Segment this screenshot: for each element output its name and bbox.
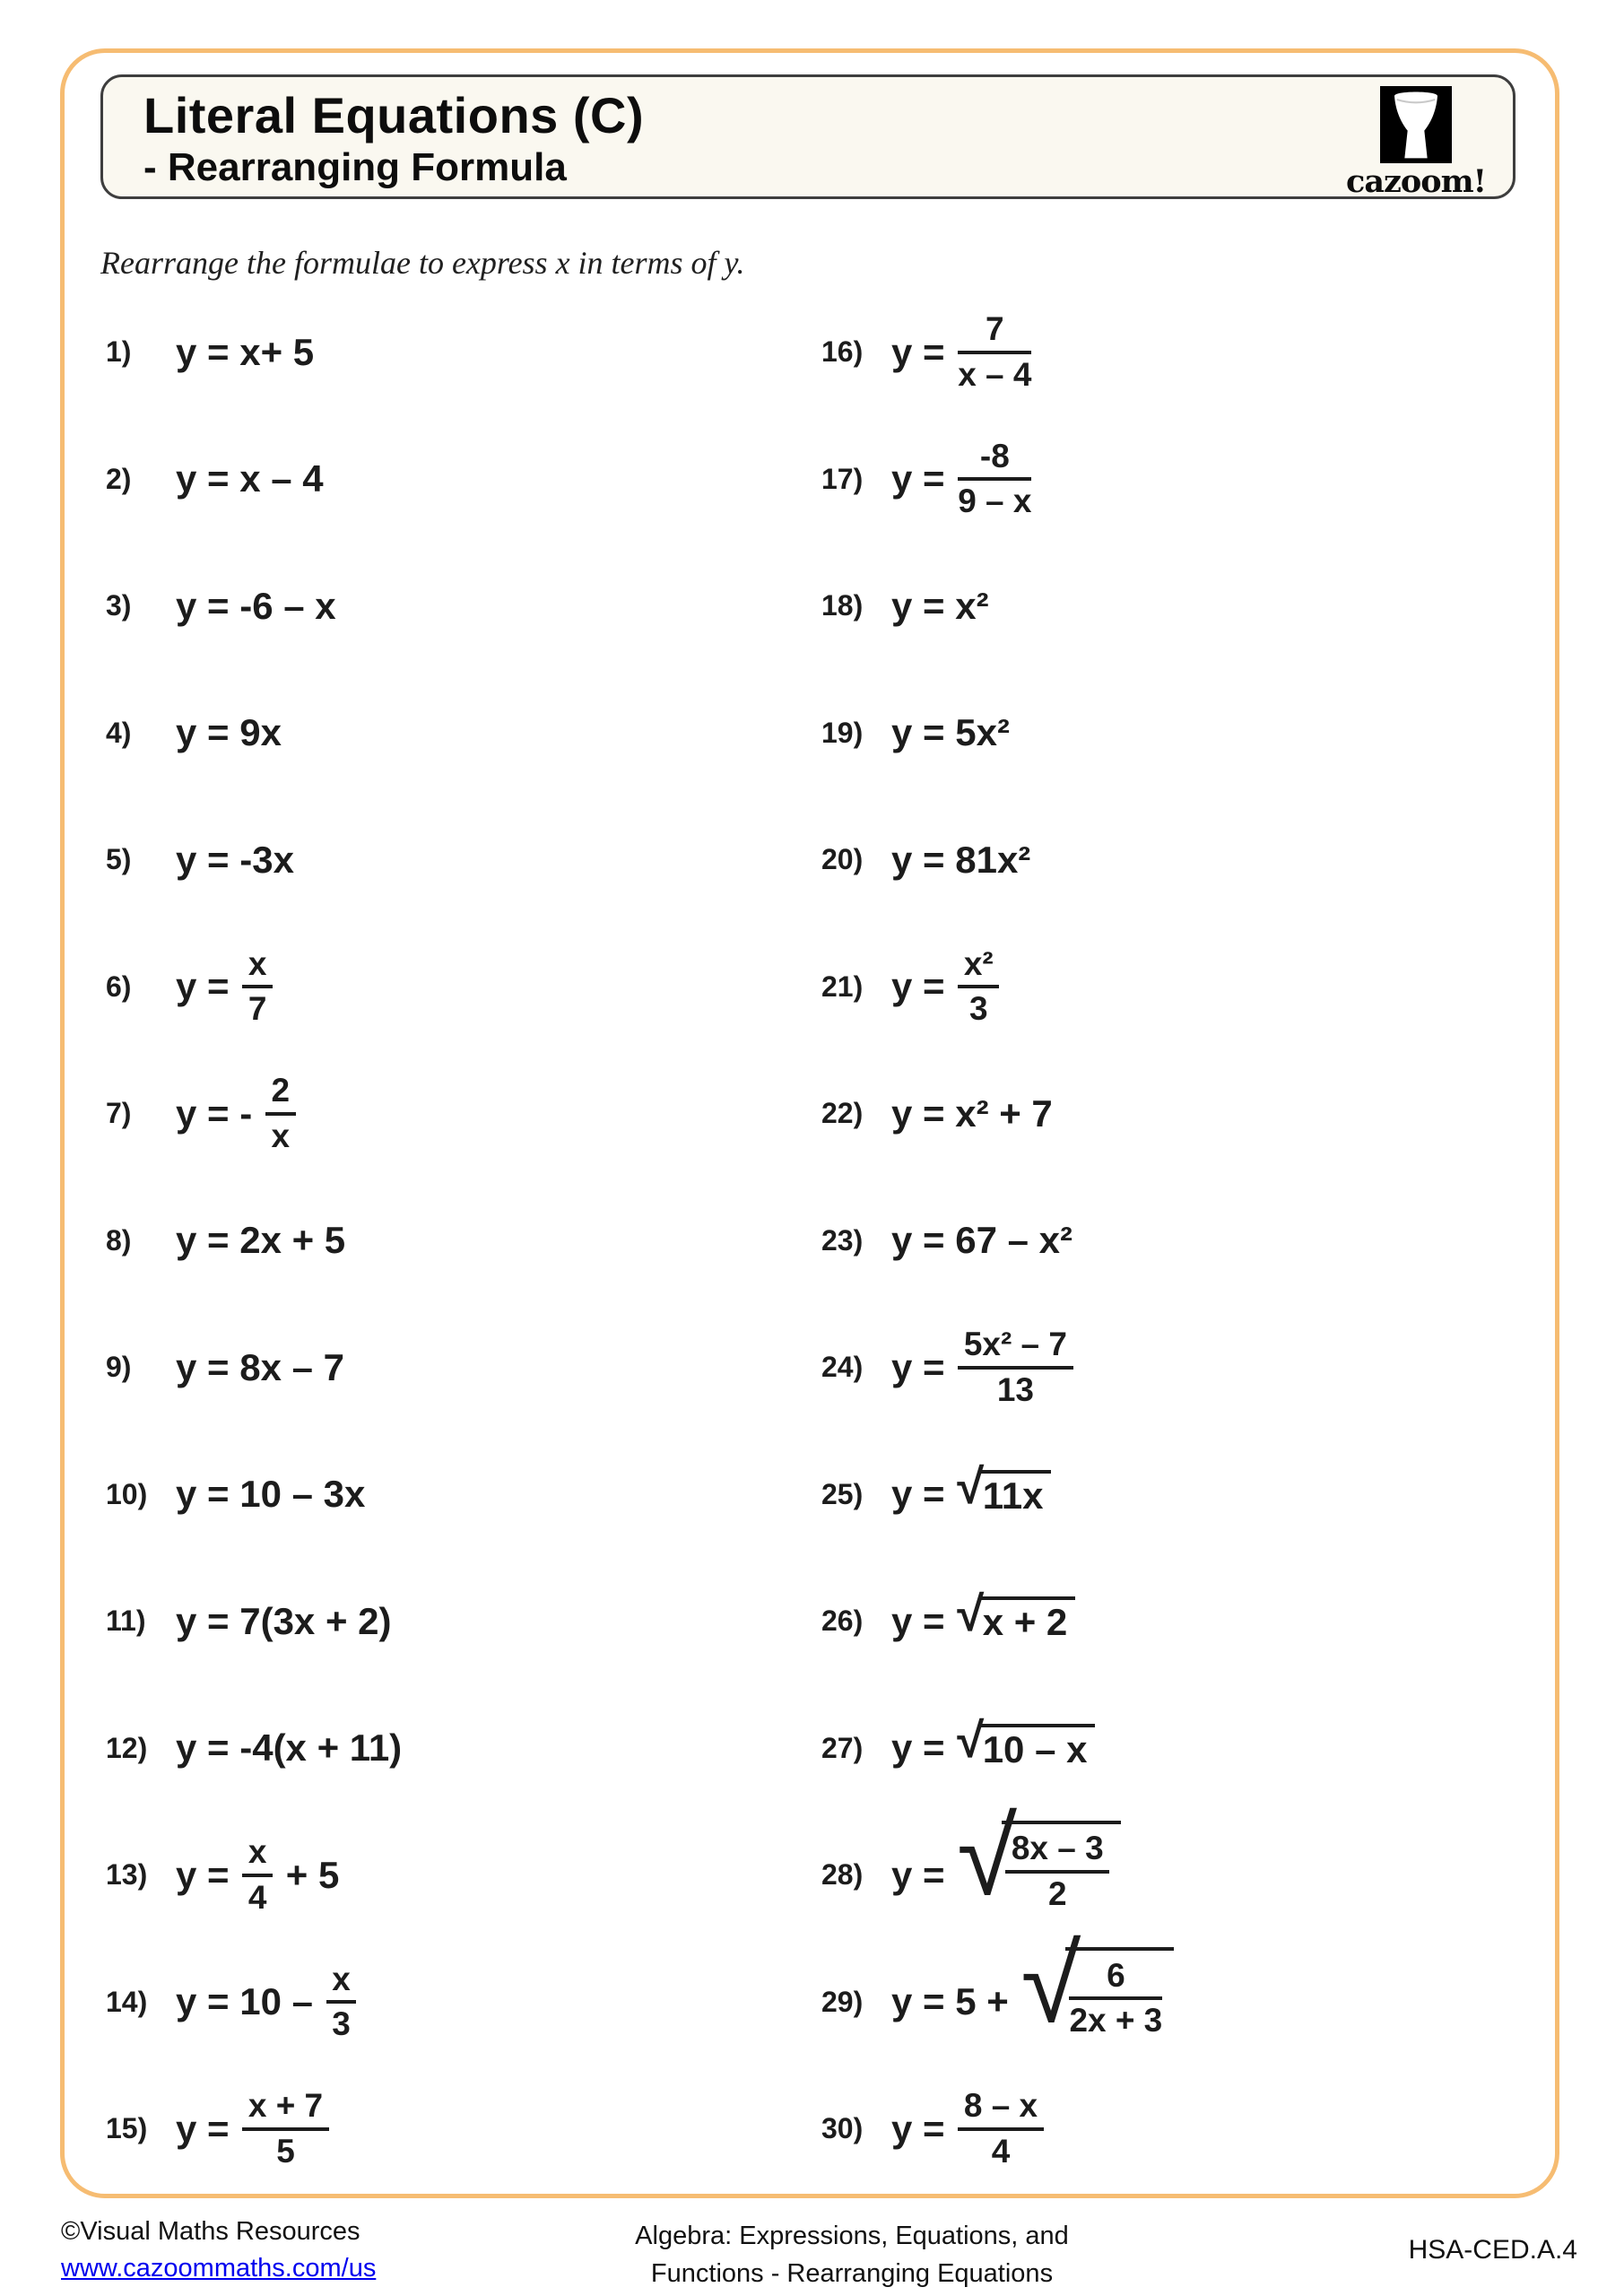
radicand <box>1002 1821 1121 1913</box>
problem-number: 7) <box>106 1097 132 1130</box>
problem-row <box>821 1304 1467 1431</box>
equation <box>176 458 324 500</box>
problem-row <box>821 1558 1467 1685</box>
footer-category-line1: Algebra: Expressions, Equations, and <box>635 2222 1069 2250</box>
radicand: 11x <box>978 1470 1051 1517</box>
problem-number: 20) <box>821 843 864 876</box>
problem-number: 2) <box>106 462 132 495</box>
standard-code: HSA-CED.A.4 <box>1408 2235 1577 2265</box>
problem-row <box>106 1431 751 1559</box>
problem-number: 12) <box>106 1731 148 1764</box>
equation-text: y = x+ 5 <box>176 330 315 373</box>
footer-category <box>619 2217 1085 2292</box>
equation-text: y = <box>176 1853 240 1896</box>
equation-text: y = 2x + 5 <box>176 1219 346 1262</box>
footer-category-line2: Functions - Rearranging Equations <box>650 2259 1054 2289</box>
square-root <box>957 1586 1074 1646</box>
equation-text: y = 10 – <box>176 1980 324 2023</box>
square-root <box>957 1713 1095 1773</box>
equation-text: y = <box>891 965 956 1008</box>
fraction <box>326 1961 357 2043</box>
website-link[interactable]: www.cazoommaths.com/us <box>61 2253 377 2283</box>
problem-number: 19) <box>821 716 864 749</box>
fraction-denominator: x – 4 <box>958 355 1032 393</box>
equation <box>176 1727 402 1769</box>
equation <box>176 1073 299 1154</box>
equation <box>891 839 1030 881</box>
problem-number: 3) <box>106 589 132 622</box>
fraction-denominator: 2 <box>1047 1874 1067 1912</box>
problem-number: 9) <box>106 1351 132 1384</box>
equation <box>891 1459 1051 1519</box>
fraction <box>242 1834 273 1916</box>
equation <box>891 1093 1053 1135</box>
problem-row <box>106 1050 751 1178</box>
equation-text: y = <box>891 1599 956 1642</box>
fraction-numerator: x <box>326 1961 357 2005</box>
problem-number: 18) <box>821 589 864 622</box>
radicand: x + 2 <box>978 1596 1075 1643</box>
problem-number: 29) <box>821 1985 864 2018</box>
fraction <box>242 946 273 1028</box>
equation-text: y = <box>891 457 956 500</box>
radicand: 10 – x <box>978 1724 1095 1770</box>
equation-text: y = 7(3x + 2) <box>176 1599 392 1642</box>
fraction-numerator: 6 <box>1069 1958 1162 2001</box>
problem-row <box>821 924 1467 1051</box>
problem-row <box>821 543 1467 670</box>
equation <box>176 332 314 373</box>
header-box <box>100 74 1515 199</box>
problem-number: 27) <box>821 1731 864 1764</box>
problem-row <box>106 1178 751 1305</box>
fraction <box>958 2088 1043 2170</box>
equation-text: y = -6 – x <box>176 584 336 627</box>
problem-row <box>106 1685 751 1813</box>
radical-icon: √ <box>957 1459 985 1515</box>
problem-row <box>821 670 1467 797</box>
equation <box>891 1586 1075 1646</box>
equation <box>176 839 294 881</box>
equation-text: y = -3x <box>176 838 294 881</box>
fraction <box>1069 1958 1162 2039</box>
problem-row <box>821 2066 1467 2193</box>
fraction-denominator: 3 <box>332 2005 351 2043</box>
equation-text: + 5 <box>275 1853 340 1896</box>
equation <box>891 439 1034 520</box>
logo-wordmark: cazoom! <box>1346 163 1486 200</box>
problem-row <box>106 1812 751 1939</box>
footer-left <box>61 2213 376 2286</box>
problem-row <box>106 2066 751 2193</box>
drum-icon <box>1380 86 1452 163</box>
equation-text: y = 81x² <box>891 838 1031 881</box>
instruction-text: Rearrange the formulae to express x in terms of y. <box>100 245 745 281</box>
fraction-denominator: 13 <box>996 1370 1034 1408</box>
problem-number: 4) <box>106 716 132 749</box>
problem-number: 1) <box>106 335 132 369</box>
problem-number: 16) <box>821 335 864 369</box>
problems-right-column <box>821 289 1467 2193</box>
problem-number: 22) <box>821 1097 864 1130</box>
page-subtitle: - Rearranging Formula <box>143 145 567 189</box>
equation <box>891 2088 1046 2170</box>
equation <box>176 1601 392 1642</box>
fraction <box>958 1326 1073 1408</box>
equation-text: y = 5 + <box>891 1980 1020 2023</box>
equation <box>891 586 989 627</box>
fraction <box>1005 1831 1109 1912</box>
equation-text: y = 10 – 3x <box>176 1473 366 1516</box>
problem-row <box>106 1558 751 1685</box>
fraction-denominator: 4 <box>991 2132 1011 2170</box>
equation-text: y = - <box>176 1091 263 1135</box>
equation-text: y = <box>176 965 240 1008</box>
problem-number: 26) <box>821 1605 864 1638</box>
equation <box>176 1834 339 1916</box>
fraction <box>958 311 1031 393</box>
problem-row <box>106 924 751 1051</box>
problem-row <box>106 543 751 670</box>
fraction <box>958 439 1031 520</box>
equation-text: y = 5x² <box>891 711 1010 754</box>
fraction <box>242 2088 329 2170</box>
problem-row <box>106 796 751 924</box>
fraction-numerator: x <box>242 946 273 989</box>
problem-number: 10) <box>106 1477 148 1510</box>
equation-text: y = <box>891 1345 956 1388</box>
fraction-numerator: -8 <box>958 439 1031 482</box>
equation-text: y = x² <box>891 584 989 627</box>
fraction-denominator: 2x + 3 <box>1069 2002 1163 2039</box>
radical-icon: √ <box>957 1796 1018 1918</box>
problem-row <box>106 289 751 416</box>
fraction-numerator: 8x – 3 <box>1005 1831 1109 1874</box>
problem-row <box>821 796 1467 924</box>
equation-text: y = 8x – 7 <box>176 1345 344 1388</box>
fraction-numerator: 5x² – 7 <box>958 1326 1073 1370</box>
page-title: Literal Equations (C) <box>143 87 645 144</box>
equation-text: y = 67 – x² <box>891 1219 1073 1262</box>
fraction-denominator: x <box>271 1117 291 1154</box>
problem-row <box>106 670 751 797</box>
equation-text: y = <box>891 1473 956 1516</box>
problem-row <box>821 289 1467 416</box>
square-root <box>957 1459 1051 1519</box>
problem-number: 11) <box>106 1605 146 1638</box>
equation-text: y = x² + 7 <box>891 1091 1053 1135</box>
equation <box>891 712 1010 753</box>
problem-row <box>821 416 1467 544</box>
problem-row <box>821 1796 1467 1939</box>
square-root <box>1020 1922 1173 2057</box>
equation <box>891 1922 1174 2057</box>
equation <box>176 946 275 1028</box>
problem-number: 5) <box>106 843 132 876</box>
fraction-denominator: 9 – x <box>958 483 1032 520</box>
radicand <box>1065 1947 1174 2039</box>
radical-icon: √ <box>957 1586 985 1641</box>
problem-row <box>821 1178 1467 1305</box>
equation <box>891 1713 1095 1773</box>
problem-row <box>821 1685 1467 1813</box>
equation-text: y = <box>891 330 956 373</box>
problem-number: 30) <box>821 2112 864 2145</box>
copyright-text: ©Visual Maths Resources <box>61 2217 360 2246</box>
problem-number: 14) <box>106 1985 148 2018</box>
radical-icon: √ <box>957 1713 985 1769</box>
equation <box>891 1220 1073 1261</box>
problem-number: 23) <box>821 1223 864 1257</box>
fraction-denominator: 3 <box>969 990 988 1028</box>
fraction-denominator: 5 <box>276 2132 295 2170</box>
equation <box>891 946 1002 1028</box>
problem-row <box>821 1922 1467 2066</box>
equation-text: y = 9x <box>176 711 282 754</box>
problem-number: 25) <box>821 1477 864 1510</box>
problem-number: 15) <box>106 2112 148 2145</box>
cazoom-logo <box>1344 86 1488 200</box>
equation <box>891 1326 1076 1408</box>
fraction-numerator: 2 <box>265 1073 296 1116</box>
fraction-numerator: x + 7 <box>242 2088 329 2131</box>
problems-left-column <box>106 289 751 2193</box>
fraction-denominator: 7 <box>248 990 267 1028</box>
equation <box>176 1220 345 1261</box>
problem-row <box>821 1050 1467 1178</box>
equation <box>176 712 282 753</box>
equation <box>176 2088 332 2170</box>
equation-text: y = <box>891 2107 956 2150</box>
square-root <box>957 1796 1121 1930</box>
radical-icon: √ <box>1020 1922 1081 2045</box>
problem-number: 24) <box>821 1351 864 1384</box>
fraction-numerator: 8 – x <box>958 2088 1043 2131</box>
equation <box>176 586 336 627</box>
equation-text: y = <box>891 1726 956 1770</box>
equation <box>891 1796 1121 1930</box>
problem-row <box>106 416 751 544</box>
equation <box>176 1961 359 2043</box>
fraction <box>958 946 999 1028</box>
equation-text: y = <box>176 2107 240 2150</box>
fraction-numerator: x² <box>958 946 999 989</box>
problem-row <box>106 1939 751 2066</box>
fraction-numerator: x <box>242 1834 273 1877</box>
problem-number: 13) <box>106 1858 148 1892</box>
equation <box>891 311 1034 393</box>
fraction <box>265 1073 296 1154</box>
equation-text: y = <box>891 1853 956 1896</box>
equation <box>176 1474 365 1515</box>
equation-text: y = x – 4 <box>176 457 324 500</box>
problem-row <box>106 1304 751 1431</box>
problem-number: 17) <box>821 462 864 495</box>
problem-number: 6) <box>106 970 132 1003</box>
fraction-denominator: 4 <box>248 1878 267 1916</box>
equation <box>176 1347 344 1388</box>
problem-number: 21) <box>821 970 864 1003</box>
problem-row <box>821 1431 1467 1559</box>
fraction-numerator: 7 <box>958 311 1031 354</box>
problem-number: 28) <box>821 1858 864 1892</box>
problem-number: 8) <box>106 1223 132 1257</box>
equation-text: y = -4(x + 11) <box>176 1726 403 1770</box>
